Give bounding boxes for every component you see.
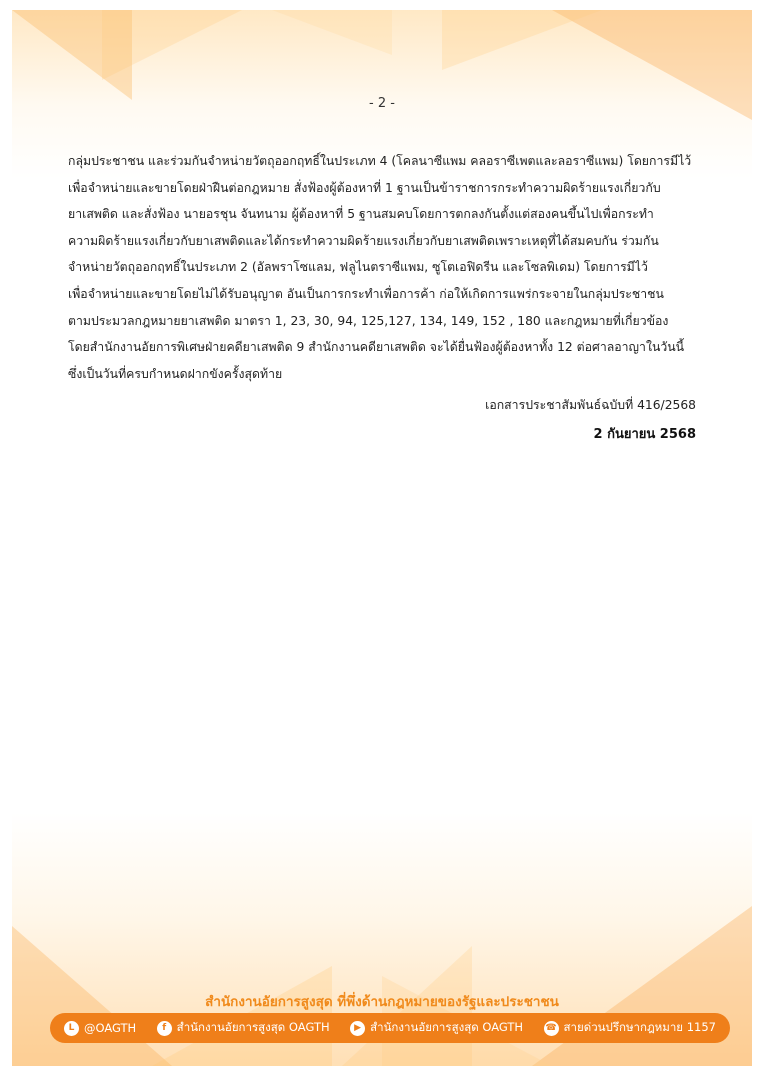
footer-hotline-contact[interactable] bbox=[544, 1019, 716, 1037]
footer-hotline-label: สายด่วนปรึกษากฎหมาย 1157 bbox=[563, 1020, 716, 1034]
decor-triangle bbox=[442, 10, 602, 70]
body-line: จำหน่ายวัตถุออกฤทธิ์ในประเภท 2 (อัลพราโซแลม, ฟลูไนตราซีแพม, ซูโตเอฟิดรีน และโซลพิเดม) โดยการมีไว้ bbox=[68, 260, 648, 275]
press-release-number: เอกสารประชาสัมพันธ์ฉบับที่ 416/2568 bbox=[485, 398, 696, 412]
decor-triangle bbox=[102, 10, 242, 80]
body-line: ซึ่งเป็นวันที่ครบกำหนดฝากขังครั้งสุดท้าย bbox=[68, 366, 283, 381]
youtube-icon: ▶ bbox=[350, 1021, 365, 1036]
facebook-icon: f bbox=[157, 1021, 172, 1036]
footer-line-label: @OAGTH bbox=[84, 1021, 137, 1035]
footer-facebook-label: สำนักงานอัยการสูงสุด OAGTH bbox=[176, 1020, 330, 1034]
line-icon: L bbox=[64, 1021, 79, 1036]
footer-youtube-label: สำนักงานอัยการสูงสุด OAGTH bbox=[370, 1020, 524, 1034]
body-line: ตามประมวลกฎหมายยาเสพติด มาตรา 1, 23, 30, 94, 125,127, 134, 149, 152 , 180 และกฎหมายที่เกี่ยวข้อง bbox=[68, 313, 669, 328]
body-line: โดยสำนักงานอัยการพิเศษฝ่ายคดียาเสพติด 9 สำนักงานคดียาเสพติด จะได้ยื่นฟ้องผู้ต้องหาทั้ง 12 ต่อศาลอาญาในวันนี้ bbox=[68, 340, 685, 355]
footer-youtube-contact[interactable] bbox=[350, 1019, 523, 1037]
decor-triangle bbox=[272, 10, 392, 55]
body-line: กลุ่มประชาชน และร่วมกันจำหน่ายวัตถุออกฤทธิ์ในประเภท 4 (โคลนาซีแพม คลอราซีเพตและลอราซีแพม) โดยการมีไว้ bbox=[68, 154, 692, 168]
body-paragraph bbox=[68, 148, 698, 387]
body-line: เพื่อจำหน่ายและขายโดยฝ่าฝืนต่อกฎหมาย สั่งฟ้องผู้ต้องหาที่ 1 ฐานเป็นข้าราชการกระทำความผิดร้ายแรงเกี่ยวกับ bbox=[68, 180, 661, 195]
phone-icon: ☎ bbox=[544, 1021, 559, 1036]
body-line: ความผิดร้ายแรงเกี่ยวกับยาเสพติดและได้กระทำความผิดร้ายแรงเกี่ยวกับยาเสพติดเพราะเหตุที่ได้สมคบกัน ร่วมกัน bbox=[68, 233, 659, 248]
body-line: เพื่อจำหน่ายและขายโดยไม่ได้รับอนุญาต อันเป็นการกระทำเพื่อการค้า ก่อให้เกิดการแพร่กระจายในกลุ่มประชาชน bbox=[68, 286, 664, 301]
press-release-date: 2 กันยายน 2568 bbox=[593, 427, 696, 442]
footer-line-contact[interactable] bbox=[64, 1021, 136, 1036]
footer-slogan: สำนักงานอัยการสูงสุด ที่พึ่งด้านกฎหมายของรัฐและประชาชน bbox=[205, 994, 559, 1010]
page-number: - 2 - bbox=[369, 96, 395, 111]
footer-contact-bar bbox=[50, 1013, 730, 1043]
body-line: ยาเสพติด และสั่งฟ้อง นายอรชุน จันทนาม ผู้ต้องหาที่ 5 ฐานสมคบโดยการตกลงกันตั้งแต่สองคนขึ้นไปเพื่อกระทำ bbox=[68, 207, 654, 222]
footer-facebook-contact[interactable] bbox=[157, 1019, 330, 1037]
